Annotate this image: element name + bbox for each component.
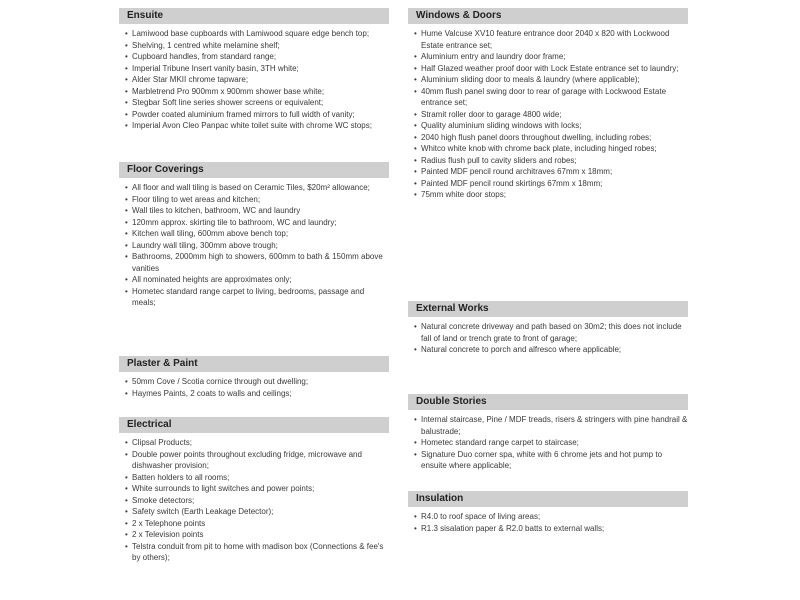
list-item: • 2040 high flush panel doors throughout dwelling, including robes;: [408, 132, 688, 144]
list-item: • Stramit roller door to garage 4800 wide;: [408, 109, 688, 121]
section-external-works: [408, 301, 688, 356]
list-item: • Signature Duo corner spa, white with 6 chrome jets and hot pump to ensuite where applicable;: [408, 449, 688, 472]
list-item: • Kitchen wall tiling, 600mm above bench top;: [119, 228, 389, 240]
list-item: • Clipsal Products;: [119, 437, 389, 449]
list-item: • Aluminium entry and laundry door frame;: [408, 51, 688, 63]
list-item: • Telstra conduit from pit to home with madison box (Connections & fee's by others);: [119, 541, 389, 564]
list-item: • Wall tiles to kitchen, bathroom, WC and laundry: [119, 205, 389, 217]
list-item: • Batten holders to all rooms;: [119, 472, 389, 484]
list-item: • 2 x Television points: [119, 529, 389, 541]
item-list: [408, 321, 688, 356]
item-list: [119, 437, 389, 564]
section-double-stories: [408, 394, 688, 472]
list-item: • Haymes Paints, 2 coats to walls and ceilings;: [119, 388, 389, 400]
item-list: [408, 511, 688, 534]
section-heading: External Works: [408, 301, 688, 317]
list-item: • 75mm white door stops;: [408, 189, 688, 201]
list-item: • Laundry wall tiling, 300mm above trough;: [119, 240, 389, 252]
section-insulation: [408, 491, 688, 534]
item-list: [119, 182, 389, 309]
list-item: • White surrounds to light switches and power points;: [119, 483, 389, 495]
list-item: • Natural concrete to porch and alfresco where applicable;: [408, 344, 688, 356]
list-item: • Imperial Avon Cleo Panpac white toilet suite with chrome WC stops;: [119, 120, 389, 132]
section-heading: Floor Coverings: [119, 162, 389, 178]
item-list: [119, 376, 389, 399]
list-item: • Stegbar Soft line series shower screens or equivalent;: [119, 97, 389, 109]
list-item: • Alder Star MKII chrome tapware;: [119, 74, 389, 86]
list-item: • Radius flush pull to cavity sliders and robes;: [408, 155, 688, 167]
section-ensuite: [119, 8, 389, 132]
section-plaster-paint: [119, 356, 389, 399]
section-windows-doors: [408, 8, 688, 201]
section-heading: Electrical: [119, 417, 389, 433]
list-item: • Painted MDF pencil round architraves 67mm x 18mm;: [408, 166, 688, 178]
list-item: • 120mm approx. skirting tile to bathroom, WC and laundry;: [119, 217, 389, 229]
list-item: • Marbletrend Pro 900mm x 900mm shower base white;: [119, 86, 389, 98]
list-item: • Double power points throughout excluding fridge, microwave and dishwasher provision;: [119, 449, 389, 472]
section-heading: Ensuite: [119, 8, 389, 24]
item-list: [408, 28, 688, 201]
section-floor-coverings: [119, 162, 389, 309]
list-item: • Bathrooms, 2000mm high to showers, 600mm to bath & 150mm above vanities: [119, 251, 389, 274]
list-item: • Powder coated aluminium framed mirrors to full width of vanity;: [119, 109, 389, 121]
section-heading: Double Stories: [408, 394, 688, 410]
list-item: • Shelving, 1 centred white melamine shelf;: [119, 40, 389, 52]
list-item: • Smoke detectors;: [119, 495, 389, 507]
list-item: • Internal staircase, Pine / MDF treads, risers & stringers with pine handrail & balustrade;: [408, 414, 688, 437]
list-item: • Floor tiling to wet areas and kitchen;: [119, 194, 389, 206]
list-item: • 2 x Telephone points: [119, 518, 389, 530]
list-item: • Aluminium sliding door to meals & laundry (where applicable);: [408, 74, 688, 86]
list-item: • Hometec standard range carpet to living, bedrooms, passage and meals;: [119, 286, 389, 309]
section-electrical: [119, 417, 389, 564]
list-item: • R4.0 to roof space of living areas;: [408, 511, 688, 523]
list-item: • Half Glazed weather proof door with Lock Estate entrance set to laundry;: [408, 63, 688, 75]
list-item: • Painted MDF pencil round skirtings 67mm x 18mm;: [408, 178, 688, 190]
list-item: • Imperial Tribune Insert vanity basin, 3TH white;: [119, 63, 389, 75]
item-list: [119, 28, 389, 132]
section-heading: Plaster & Paint: [119, 356, 389, 372]
item-list: [408, 414, 688, 472]
list-item: • Lamiwood base cupboards with Lamiwood square edge bench top;: [119, 28, 389, 40]
list-item: • Whitco white knob with chrome back plate, including hinged robes;: [408, 143, 688, 155]
list-item: • Hometec standard range carpet to staircase;: [408, 437, 688, 449]
list-item: • Quality aluminium sliding windows with locks;: [408, 120, 688, 132]
list-item: • R1.3 sisalation paper & R2.0 batts to external walls;: [408, 523, 688, 535]
list-item: • 40mm flush panel swing door to rear of garage with Lockwood Estate entrance set;: [408, 86, 688, 109]
section-heading: Windows & Doors: [408, 8, 688, 24]
list-item: • Hume Valcuse XV10 feature entrance door 2040 x 820 with Lockwood Estate entrance set;: [408, 28, 688, 51]
list-item: • Cupboard handles, from standard range;: [119, 51, 389, 63]
list-item: • All nominated heights are approximates only;: [119, 274, 389, 286]
list-item: • 50mm Cove / Scotia cornice through out dwelling;: [119, 376, 389, 388]
list-item: • All floor and wall tiling is based on Ceramic Tiles, $20m² allowance;: [119, 182, 389, 194]
list-item: • Natural concrete driveway and path based on 30m2; this does not include fall of land or trench grate to front of garage;: [408, 321, 688, 344]
section-heading: Insulation: [408, 491, 688, 507]
list-item: • Safety switch (Earth Leakage Detector);: [119, 506, 389, 518]
